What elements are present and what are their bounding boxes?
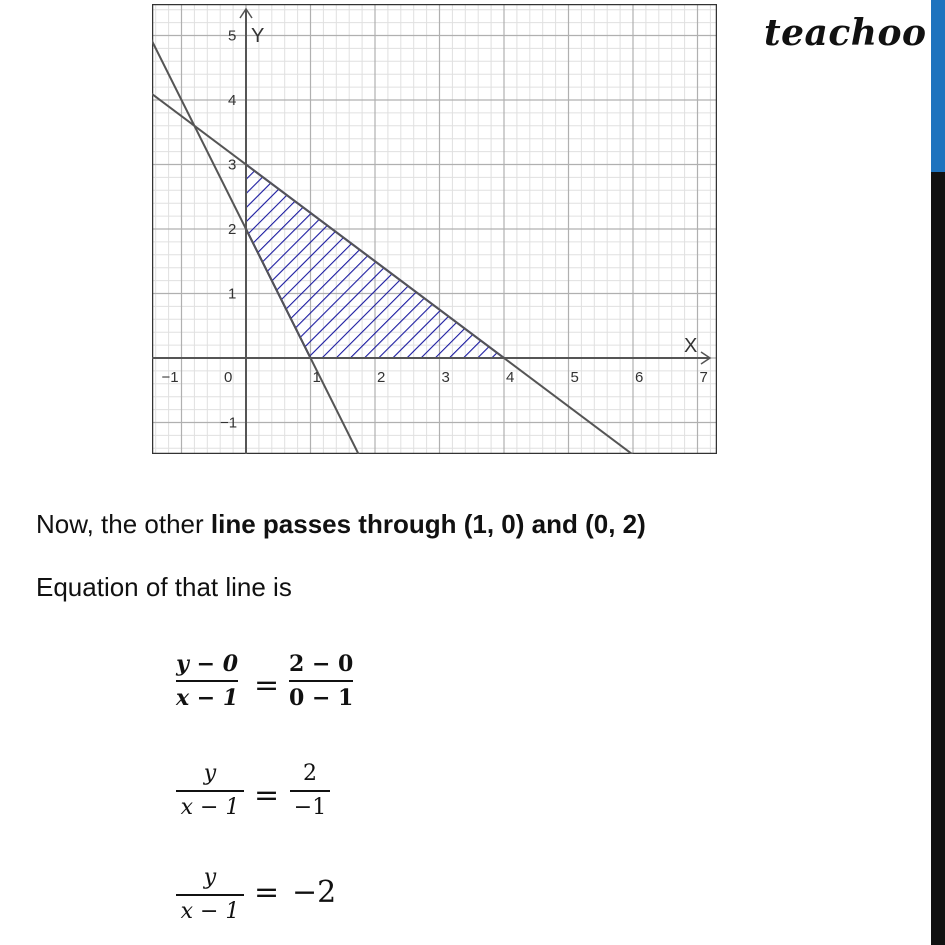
- eq3-left-numerator: y: [203, 865, 217, 890]
- paragraph-equation-intro: Equation of that line is: [36, 572, 292, 602]
- eq2-right-numerator: 2: [303, 761, 317, 786]
- x-axis-label: X: [684, 335, 698, 357]
- x-tick-label: −1: [161, 369, 179, 386]
- x-tick-label: 2: [377, 369, 386, 386]
- y-tick-label: −1: [220, 414, 238, 432]
- eq2-left-denominator: x − 1: [180, 795, 240, 820]
- y-tick-label: 1: [228, 285, 237, 303]
- y-tick-label: 5: [228, 27, 237, 45]
- y-tick-label: 3: [228, 156, 237, 174]
- eq3-equals: =: [254, 875, 280, 910]
- y-tick-label: 4: [228, 92, 237, 109]
- x-tick-label: 0: [224, 369, 233, 386]
- eq3-rhs: −2: [292, 875, 337, 910]
- x-tick-label: 3: [441, 369, 450, 386]
- x-tick-label: 6: [635, 369, 644, 386]
- eq2-equals: =: [254, 778, 280, 813]
- line1-pre: Now, the other: [36, 509, 211, 539]
- eq3-left-denominator: x − 1: [180, 899, 240, 924]
- teachoo-logo: teachoo: [764, 12, 927, 54]
- eq1-equals: =: [254, 668, 280, 703]
- eq1-left-fraction: [176, 650, 238, 712]
- eq2-left-numerator: y: [203, 761, 217, 786]
- eq2-right-fraction: [290, 760, 330, 822]
- y-axis-label: Y: [251, 25, 265, 47]
- eq3-left-fraction: [176, 864, 244, 926]
- grid-major: [152, 4, 717, 454]
- x-tick-label: 5: [570, 369, 579, 386]
- eq1-right-numerator: 2 − 0: [289, 651, 354, 677]
- line1-bold: line passes through (1, 0) and (0, 2): [210, 509, 646, 539]
- eq2-right-denominator: −1: [293, 795, 327, 820]
- eq1-left-denominator: x − 1: [176, 685, 239, 711]
- y-tick-label: 2: [228, 221, 237, 238]
- x-tick-label: 4: [506, 369, 515, 386]
- eq1-left-numerator: y − 0: [176, 651, 239, 677]
- paragraph-line-through: [36, 509, 646, 540]
- eq2-left-fraction: [176, 760, 244, 822]
- scrollbar-thumb[interactable]: [931, 0, 945, 172]
- x-tick-label: 7: [699, 369, 708, 386]
- eq1-right-fraction: [289, 650, 353, 712]
- y-tick-labels: [220, 4, 237, 432]
- coordinate-graph: [152, 4, 717, 454]
- x-tick-label: 1: [312, 369, 321, 386]
- eq1-right-denominator: 0 − 1: [289, 685, 354, 711]
